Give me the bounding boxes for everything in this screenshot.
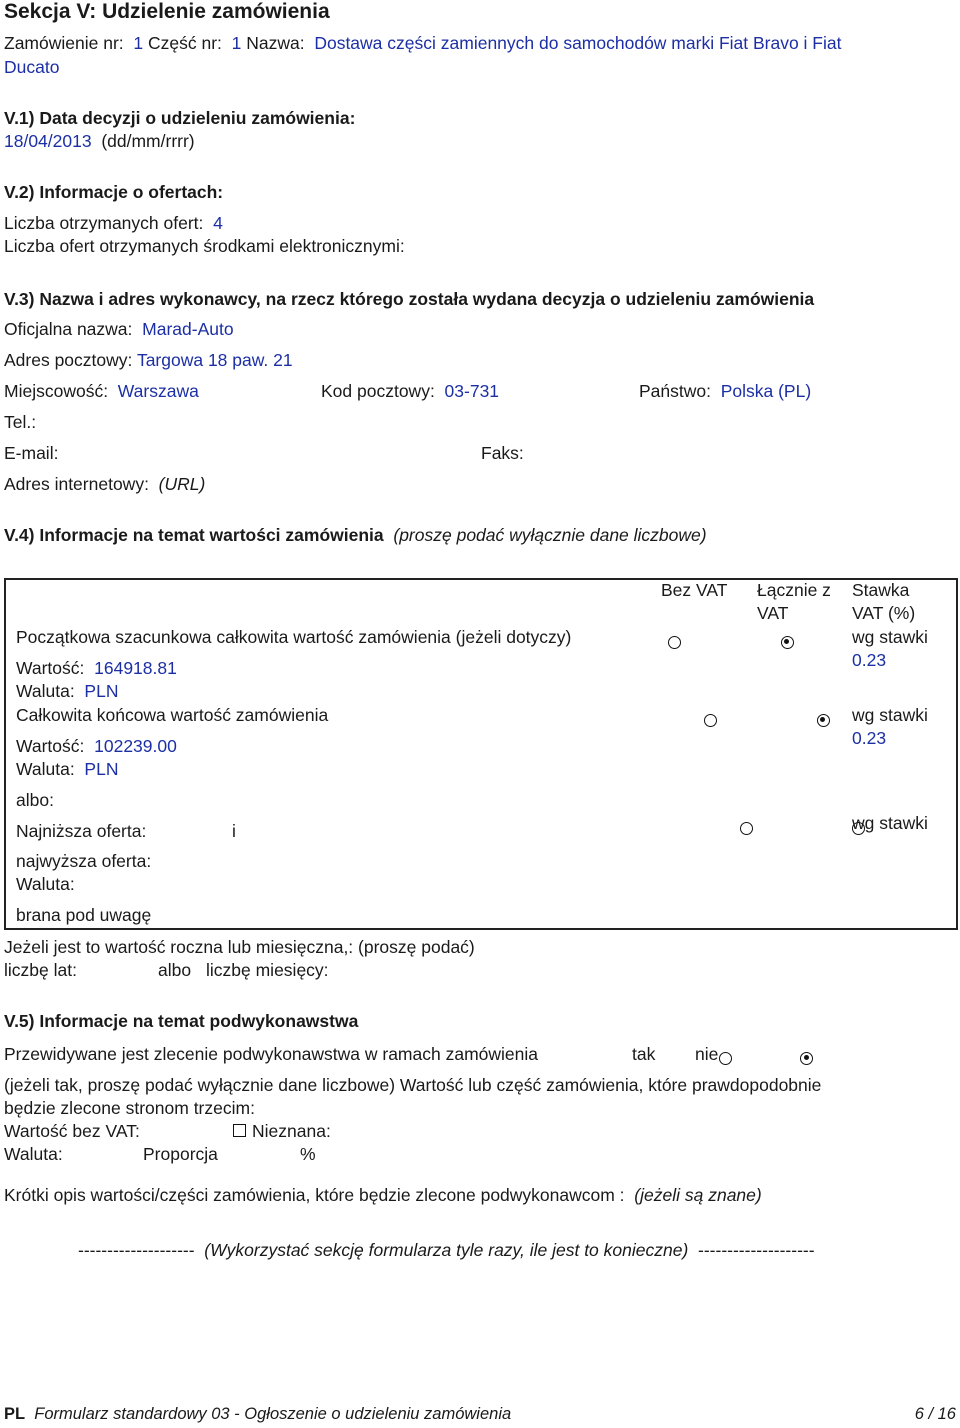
order-name: Dostawa części zamiennych do samochodów marki Fiat Bravo i Fiat: [314, 33, 842, 53]
col-gross-header-1: Łącznie z: [757, 580, 831, 600]
offers-received: 4: [213, 213, 223, 233]
city-line: [4, 381, 199, 402]
repeat-text: (Wykorzystać sekcję formularza tyle razy, ile jest to konieczne): [204, 1240, 689, 1260]
footer-lang: PL: [4, 1405, 26, 1423]
v3-heading: V.3) Nazwa i adres wykonawcy, na rzecz którego została wydana decyzja o udzieleniu zamówienia: [4, 289, 815, 309]
order-part-label: Część nr:: [147, 33, 222, 53]
final-value: 102239.00: [94, 736, 177, 756]
postal-line: [321, 381, 499, 402]
country-label: Państwo:: [639, 381, 711, 401]
address-line: [4, 350, 293, 371]
fax-label: Faks:: [481, 443, 524, 463]
decision-date: 18/04/2013: [4, 131, 92, 151]
www-label: Adres internetowy:: [4, 474, 149, 494]
subcontract-yes-label: tak: [632, 1044, 656, 1064]
v2-heading: V.2) Informacje o ofertach:: [4, 182, 224, 202]
unknown-label: Nieznana:: [252, 1121, 331, 1141]
subcontract-no-radio[interactable]: [800, 1052, 813, 1065]
v1-date-line: [4, 131, 195, 152]
order-name-continued: Ducato: [4, 57, 60, 77]
col-rate-header-1: Stawka: [852, 580, 910, 600]
postal-code: 03-731: [444, 381, 500, 401]
initial-value-field-label: Wartość:: [16, 658, 85, 678]
short-desc-line: [4, 1185, 762, 1206]
order-line: [4, 33, 841, 54]
order-name-label: Nazwa:: [246, 33, 305, 53]
official-name: Marad-Auto: [142, 319, 234, 339]
initial-rate-value: 0.23: [852, 650, 887, 670]
range-currency-label: Waluta:: [16, 874, 75, 894]
highest-offer-label: najwyższa oferta:: [16, 851, 152, 871]
order-nr-label: Zamówienie nr:: [4, 33, 124, 53]
or-label: albo:: [16, 790, 54, 810]
date-format: (dd/mm/rrrr): [101, 131, 195, 151]
order-nr: 1: [133, 33, 144, 53]
initial-rate: wg stawki: [852, 627, 928, 647]
www-hint: (URL): [158, 474, 206, 494]
final-rate-value: 0.23: [852, 728, 887, 748]
v1-heading: V.1) Data decyzji o udzieleniu zamówienia:: [4, 108, 356, 128]
range-rate: wg stawki: [852, 813, 928, 833]
offers-received-label: Liczba otrzymanych ofert:: [4, 213, 204, 233]
footer-page: 6 / 16: [914, 1405, 956, 1423]
col-gross-header-2: VAT: [757, 603, 789, 623]
short-desc-hint: (jeżeli są znane): [634, 1185, 762, 1205]
city-label: Miejscowość:: [4, 381, 109, 401]
initial-value: 164918.81: [94, 658, 177, 678]
footer-left: [4, 1405, 511, 1424]
final-net-radio[interactable]: [704, 714, 717, 727]
initial-currency-line: [16, 681, 118, 702]
v4-hint: (proszę podać wyłącznie dane liczbowe): [393, 525, 707, 545]
official-name-line: [4, 319, 234, 340]
footer-form: Formularz standardowy 03 - Ogłoszenie o udzieleniu zamówienia: [34, 1405, 512, 1423]
final-gross-radio[interactable]: [817, 714, 830, 727]
address-label: Adres pocztowy:: [4, 350, 133, 370]
repeat-dashes-left: --------------------: [78, 1240, 195, 1260]
offers-received-line: [4, 213, 223, 234]
offers-electronic-label: Liczba ofert otrzymanych środkami elektronicznymi:: [4, 236, 405, 256]
official-name-label: Oficjalna nazwa:: [4, 319, 133, 339]
initial-currency-label: Waluta:: [16, 681, 75, 701]
email-label: E-mail:: [4, 443, 59, 463]
subcontract-question: Przewidywane jest zlecenie podwykonawstwa w ramach zamówienia: [4, 1044, 538, 1064]
short-desc-label: Krótki opis wartości/części zamówienia, które będzie zlecone podwykonawcom :: [4, 1185, 625, 1205]
subcontract-no-label: nie: [695, 1044, 719, 1064]
address: Targowa 18 paw. 21: [136, 350, 293, 370]
subcontract-value-label: Wartość bez VAT:: [4, 1121, 140, 1141]
section-title: Sekcja V: Udzielenie zamówienia: [4, 0, 330, 23]
v4-heading-line: [4, 525, 707, 546]
v4-heading: V.4) Informacje na temat wartości zamówienia: [4, 525, 384, 545]
subcontract-note-2: będzie zlecone stronom trzecim:: [4, 1098, 255, 1118]
final-currency-line: [16, 759, 118, 780]
initial-value-line: [16, 658, 177, 679]
and-label: i: [232, 821, 236, 841]
final-value-line: [16, 736, 177, 757]
proportion-label: Proporcja: [143, 1144, 218, 1164]
unknown-checkbox[interactable]: [233, 1124, 246, 1137]
months-label: liczbę miesięcy:: [206, 960, 329, 980]
initial-currency: PLN: [84, 681, 119, 701]
tel-label: Tel.:: [4, 412, 37, 432]
order-part: 1: [231, 33, 242, 53]
final-currency: PLN: [84, 759, 119, 779]
percent-label: %: [300, 1144, 316, 1164]
range-net-radio[interactable]: [740, 822, 753, 835]
final-value-field-label: Wartość:: [16, 736, 85, 756]
final-currency-label: Waluta:: [16, 759, 75, 779]
years-label: liczbę lat:: [4, 960, 77, 980]
repeat-note: [78, 1240, 815, 1261]
subcontract-note-1: (jeżeli tak, proszę podać wyłącznie dane liczbowe) Wartość lub część zamówienia, które prawdopodobnie: [4, 1075, 822, 1095]
postal-label: Kod pocztowy:: [321, 381, 435, 401]
col-net-header: Bez VAT: [661, 580, 728, 600]
or2-label: albo: [158, 960, 192, 980]
repeat-dashes-right: --------------------: [698, 1240, 815, 1260]
country: Polska (PL): [720, 381, 812, 401]
final-rate: wg stawki: [852, 705, 928, 725]
initial-net-radio[interactable]: [668, 636, 681, 649]
v5-heading: V.5) Informacje na temat podwykonawstwa: [4, 1011, 359, 1031]
country-line: [639, 381, 811, 402]
annual-note: Jeżeli jest to wartość roczna lub miesięczna,: (proszę podać): [4, 937, 475, 957]
subcontract-currency-label: Waluta:: [4, 1144, 63, 1164]
www-line: [4, 474, 205, 495]
considered-label: brana pod uwagę: [16, 905, 152, 925]
final-value-label: Całkowita końcowa wartość zamówienia: [16, 705, 329, 725]
col-rate-header-2: VAT (%): [852, 603, 916, 623]
initial-gross-radio[interactable]: [781, 636, 794, 649]
city: Warszawa: [117, 381, 199, 401]
lowest-offer-label: Najniższa oferta:: [16, 821, 147, 841]
subcontract-yes-radio[interactable]: [719, 1052, 732, 1065]
initial-value-label: Początkowa szacunkowa całkowita wartość zamówienia (jeżeli dotyczy): [16, 627, 572, 647]
